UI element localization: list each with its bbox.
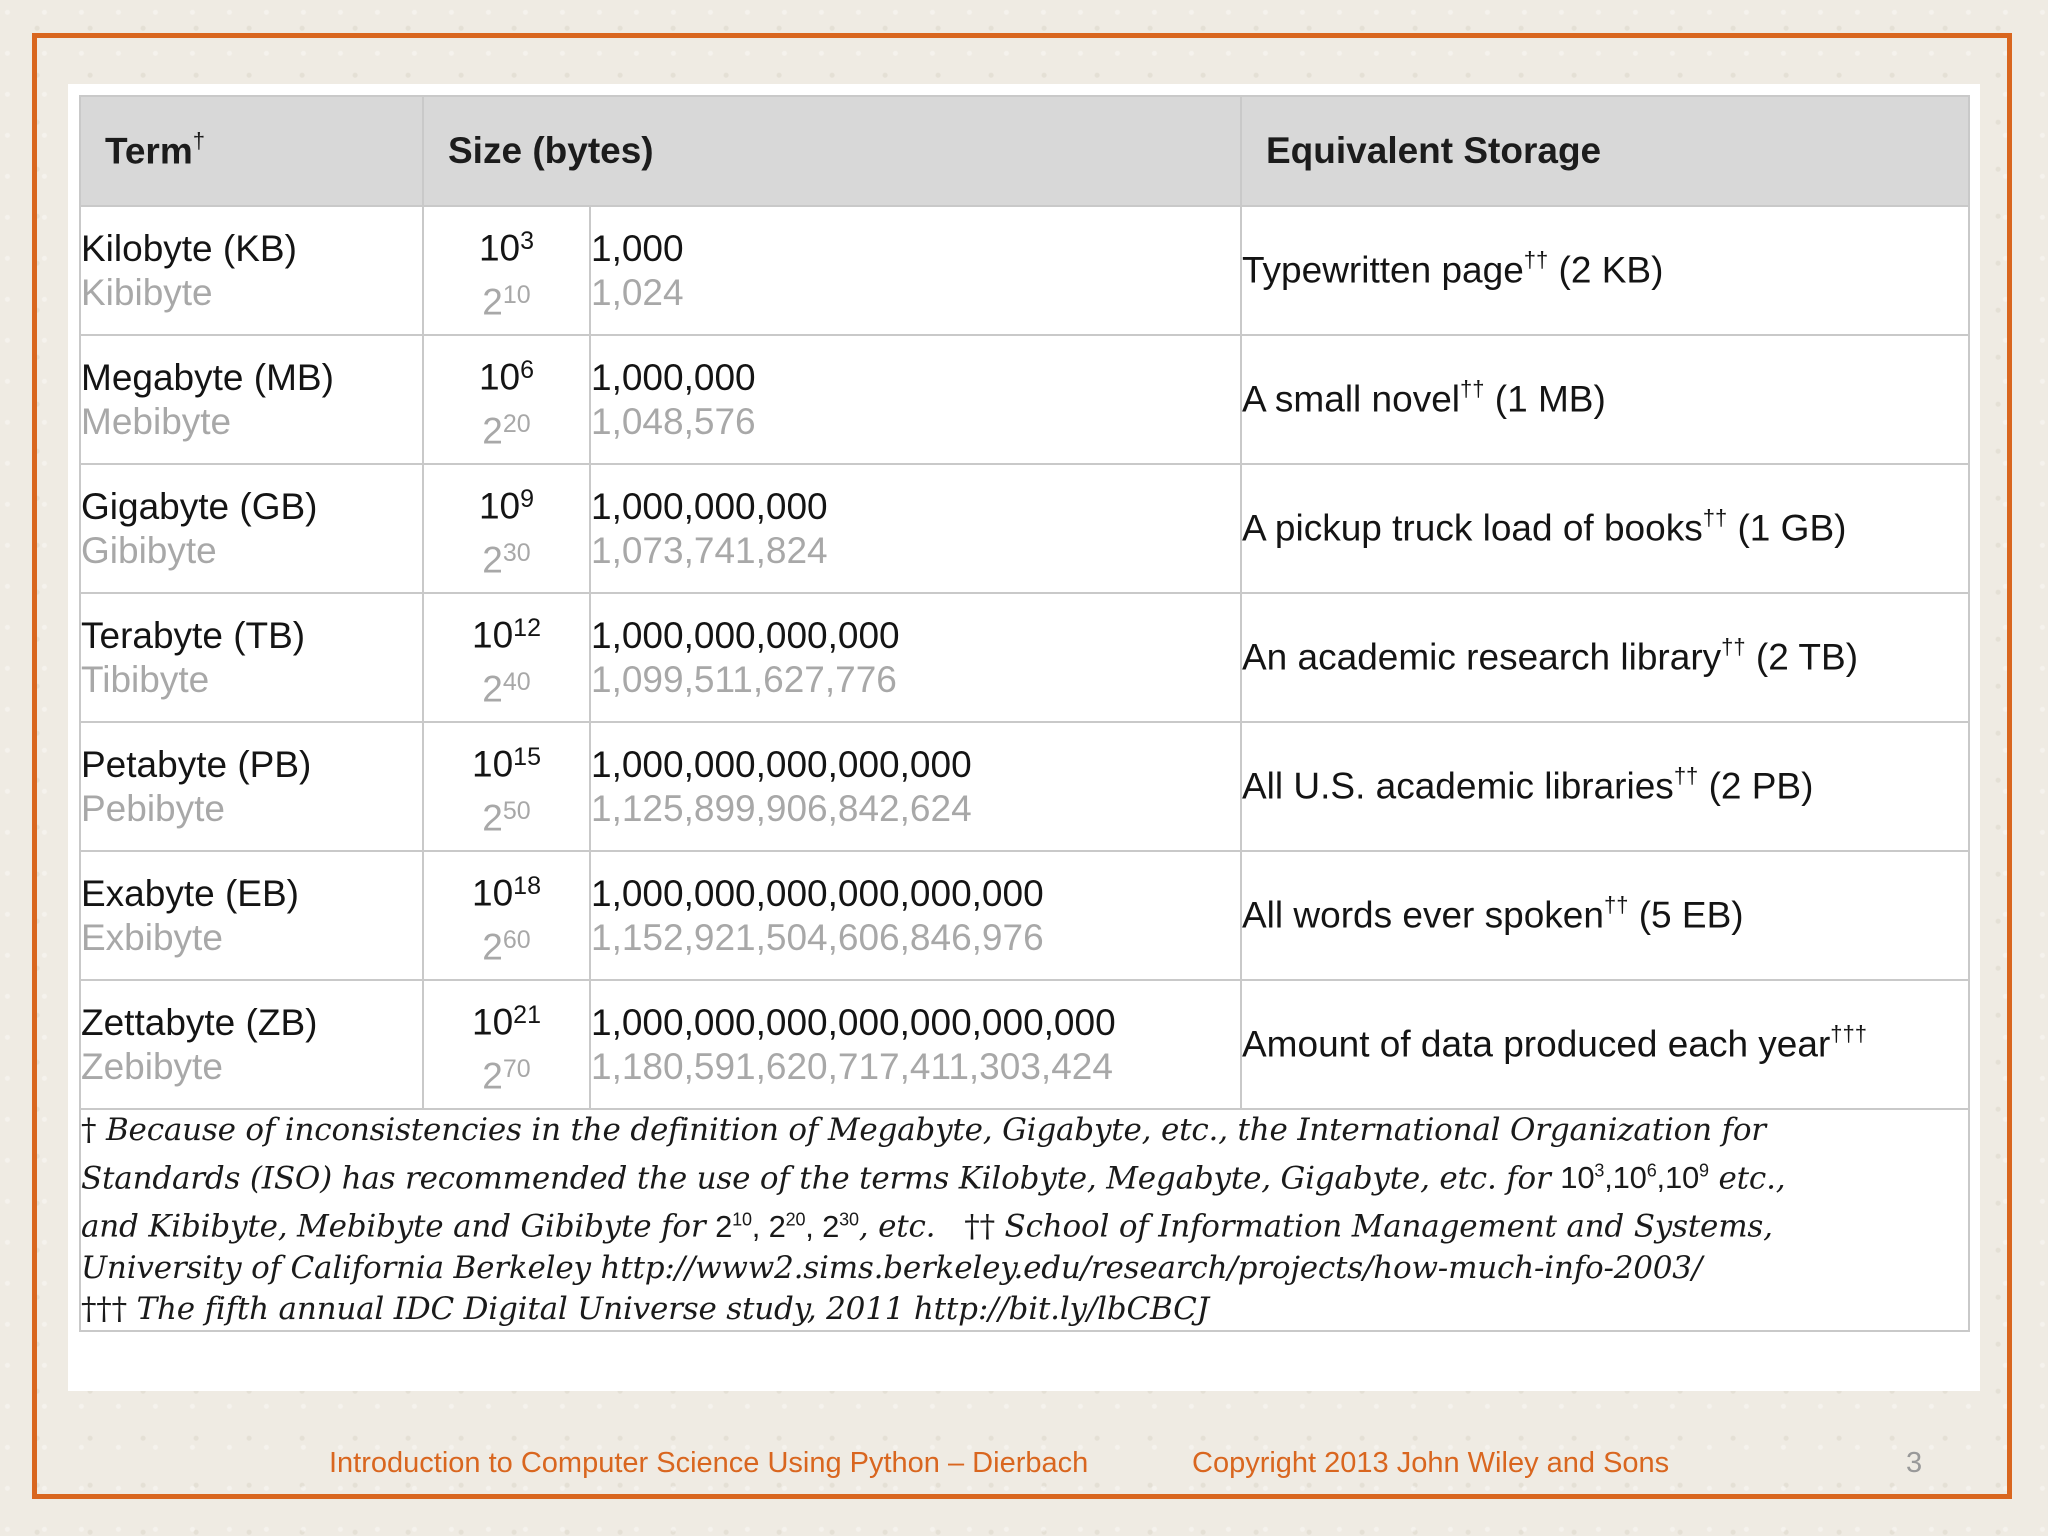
footnotes <box>80 1109 1969 1331</box>
decimal-power: $10^6$ <box>478 356 535 398</box>
decimal-power: $10^{18}$ <box>472 872 541 914</box>
binary-power: $2^{40}$ <box>482 667 531 709</box>
slide-footer <box>0 1447 2048 1487</box>
term-cell <box>80 206 423 335</box>
decimal-bytes: 1,000,000,000,000,000,000,000 <box>591 1001 1116 1043</box>
table-row <box>80 980 1969 1109</box>
binary-term: Gibibyte <box>81 529 217 571</box>
term-cell <box>80 980 423 1109</box>
equivalent-cell: Amount of data produced each year††† <box>1241 980 1969 1109</box>
decimal-term: Kilobyte (KB) <box>81 227 297 269</box>
term-cell <box>80 464 423 593</box>
binary-bytes: 1,073,741,824 <box>591 529 828 571</box>
header-equivalent: Equivalent Storage <box>1241 96 1969 206</box>
binary-bytes: 1,048,576 <box>591 400 756 442</box>
bytes-cell <box>590 335 1241 464</box>
decimal-term: Exabyte (EB) <box>81 872 299 914</box>
dagger-mark: ††† <box>1830 1021 1867 1047</box>
binary-power: $2^{60}$ <box>482 925 531 967</box>
dagger-mark: †† <box>1603 892 1629 918</box>
dagger-mark: †† <box>1523 247 1549 273</box>
table-row <box>80 593 1969 722</box>
table-row <box>80 722 1969 851</box>
decimal-power: $10^{15}$ <box>472 743 541 785</box>
term-cell <box>80 335 423 464</box>
decimal-bytes: 1,000,000,000 <box>591 485 828 527</box>
bytes-cell <box>590 464 1241 593</box>
binary-power: $2^{10}$ <box>482 280 531 322</box>
decimal-power: $10^{21}$ <box>472 1001 541 1043</box>
bytes-cell <box>590 722 1241 851</box>
binary-powers: $2^{10}$, $2^{20}$, $2^{30}$ <box>715 1208 859 1244</box>
table-row <box>80 464 1969 593</box>
footnote-row <box>80 1109 1969 1331</box>
footnote-line: University of California Berkeley http://www2.sims.berkeley.edu/research/projects/how-much-info-2003/ <box>81 1249 1703 1286</box>
decimal-bytes: 1,000,000,000,000 <box>591 614 900 656</box>
table-row <box>80 335 1969 464</box>
binary-term: Tibibyte <box>81 658 210 700</box>
power-cell <box>423 851 590 980</box>
equivalent-cell: All U.S. academic libraries†† (2 PB) <box>1241 722 1969 851</box>
power-cell <box>423 335 590 464</box>
binary-term: Mebibyte <box>81 400 232 442</box>
decimal-powers: $10^3,10^6,10^9$ <box>1560 1160 1709 1196</box>
binary-power: $2^{50}$ <box>482 796 531 838</box>
power-cell <box>423 980 590 1109</box>
binary-bytes: 1,125,899,906,842,624 <box>591 787 972 829</box>
binary-bytes: 1,099,511,627,776 <box>591 658 897 700</box>
term-cell <box>80 593 423 722</box>
power-cell <box>423 722 590 851</box>
decimal-term: Terabyte (TB) <box>81 614 306 656</box>
decimal-bytes: 1,000,000,000,000,000 <box>591 743 972 785</box>
footnote-line: Standards (ISO) has recommended the use of the terms Kilobyte, Megabyte, Gigabyte, etc. for $10^3,10^6,10^9$ etc., <box>81 1160 1786 1197</box>
book-title: Introduction to Computer Science Using Python – Dierbach <box>329 1447 1089 1479</box>
equivalent-cell: A small novel†† (1 MB) <box>1241 335 1969 464</box>
binary-term: Exbibyte <box>81 916 223 958</box>
equivalent-cell: All words ever spoken†† (5 EB) <box>1241 851 1969 980</box>
decimal-term: Zettabyte (ZB) <box>81 1001 318 1043</box>
bytes-cell <box>590 593 1241 722</box>
bytes-cell <box>590 851 1241 980</box>
equivalent-cell: A pickup truck load of books†† (1 GB) <box>1241 464 1969 593</box>
power-cell <box>423 593 590 722</box>
binary-power: $2^{20}$ <box>482 409 531 451</box>
copyright: Copyright 2013 John Wiley and Sons <box>1192 1447 1670 1479</box>
dagger-mark: † <box>192 127 205 153</box>
binary-term: Kibibyte <box>81 271 213 313</box>
power-cell <box>423 464 590 593</box>
binary-bytes: 1,180,591,620,717,411,303,424 <box>591 1045 1113 1087</box>
decimal-term: Gigabyte (GB) <box>81 485 318 527</box>
decimal-bytes: 1,000,000,000,000,000,000 <box>591 872 1044 914</box>
decimal-term: Petabyte (PB) <box>81 743 312 785</box>
table-header-row <box>80 96 1969 206</box>
binary-bytes: 1,024 <box>591 271 684 313</box>
binary-power: $2^{30}$ <box>482 538 531 580</box>
footnote-line: † Because of inconsistencies in the definition of Megabyte, Gigabyte, etc., the International Organization for <box>81 1112 1766 1148</box>
bytes-cell <box>590 206 1241 335</box>
table-row <box>80 851 1969 980</box>
table-row <box>80 206 1969 335</box>
equivalent-cell: An academic research library†† (2 TB) <box>1241 593 1969 722</box>
footnote-line: ††† The fifth annual IDC Digital Universe study, 2011 http://bit.ly/lbCBCJ <box>81 1290 1209 1327</box>
decimal-power: $10^3$ <box>478 227 535 269</box>
binary-term: Zebibyte <box>81 1045 223 1087</box>
header-size: Size (bytes) <box>423 96 1241 206</box>
binary-bytes: 1,152,921,504,606,846,976 <box>591 916 1044 958</box>
term-cell <box>80 851 423 980</box>
bytes-cell <box>590 980 1241 1109</box>
decimal-power: $10^{12}$ <box>472 614 541 656</box>
decimal-power: $10^9$ <box>478 485 535 527</box>
dagger-mark: †† <box>1460 376 1485 402</box>
binary-power: $2^{70}$ <box>482 1054 531 1096</box>
decimal-bytes: 1,000,000 <box>591 356 756 398</box>
footnote-line: and Kibibyte, Mebibyte and Gibibyte for $2^{10}$, $2^{20}$, $2^{30}$, etc. †† School of Information Management and Systems, <box>81 1208 1773 1245</box>
dagger-mark: †† <box>1702 505 1728 531</box>
dagger-mark: †† <box>1673 763 1699 789</box>
dagger-mark: †† <box>1721 634 1746 660</box>
equivalent-cell: Typewritten page†† (2 KB) <box>1241 206 1969 335</box>
power-cell <box>423 206 590 335</box>
page-number: 3 <box>1906 1447 1923 1479</box>
decimal-term: Megabyte (MB) <box>81 356 334 398</box>
header-term: Term† <box>80 96 423 206</box>
decimal-bytes: 1,000 <box>591 227 684 269</box>
storage-units-table <box>79 95 1970 1332</box>
binary-term: Pebibyte <box>81 787 225 829</box>
term-cell <box>80 722 423 851</box>
